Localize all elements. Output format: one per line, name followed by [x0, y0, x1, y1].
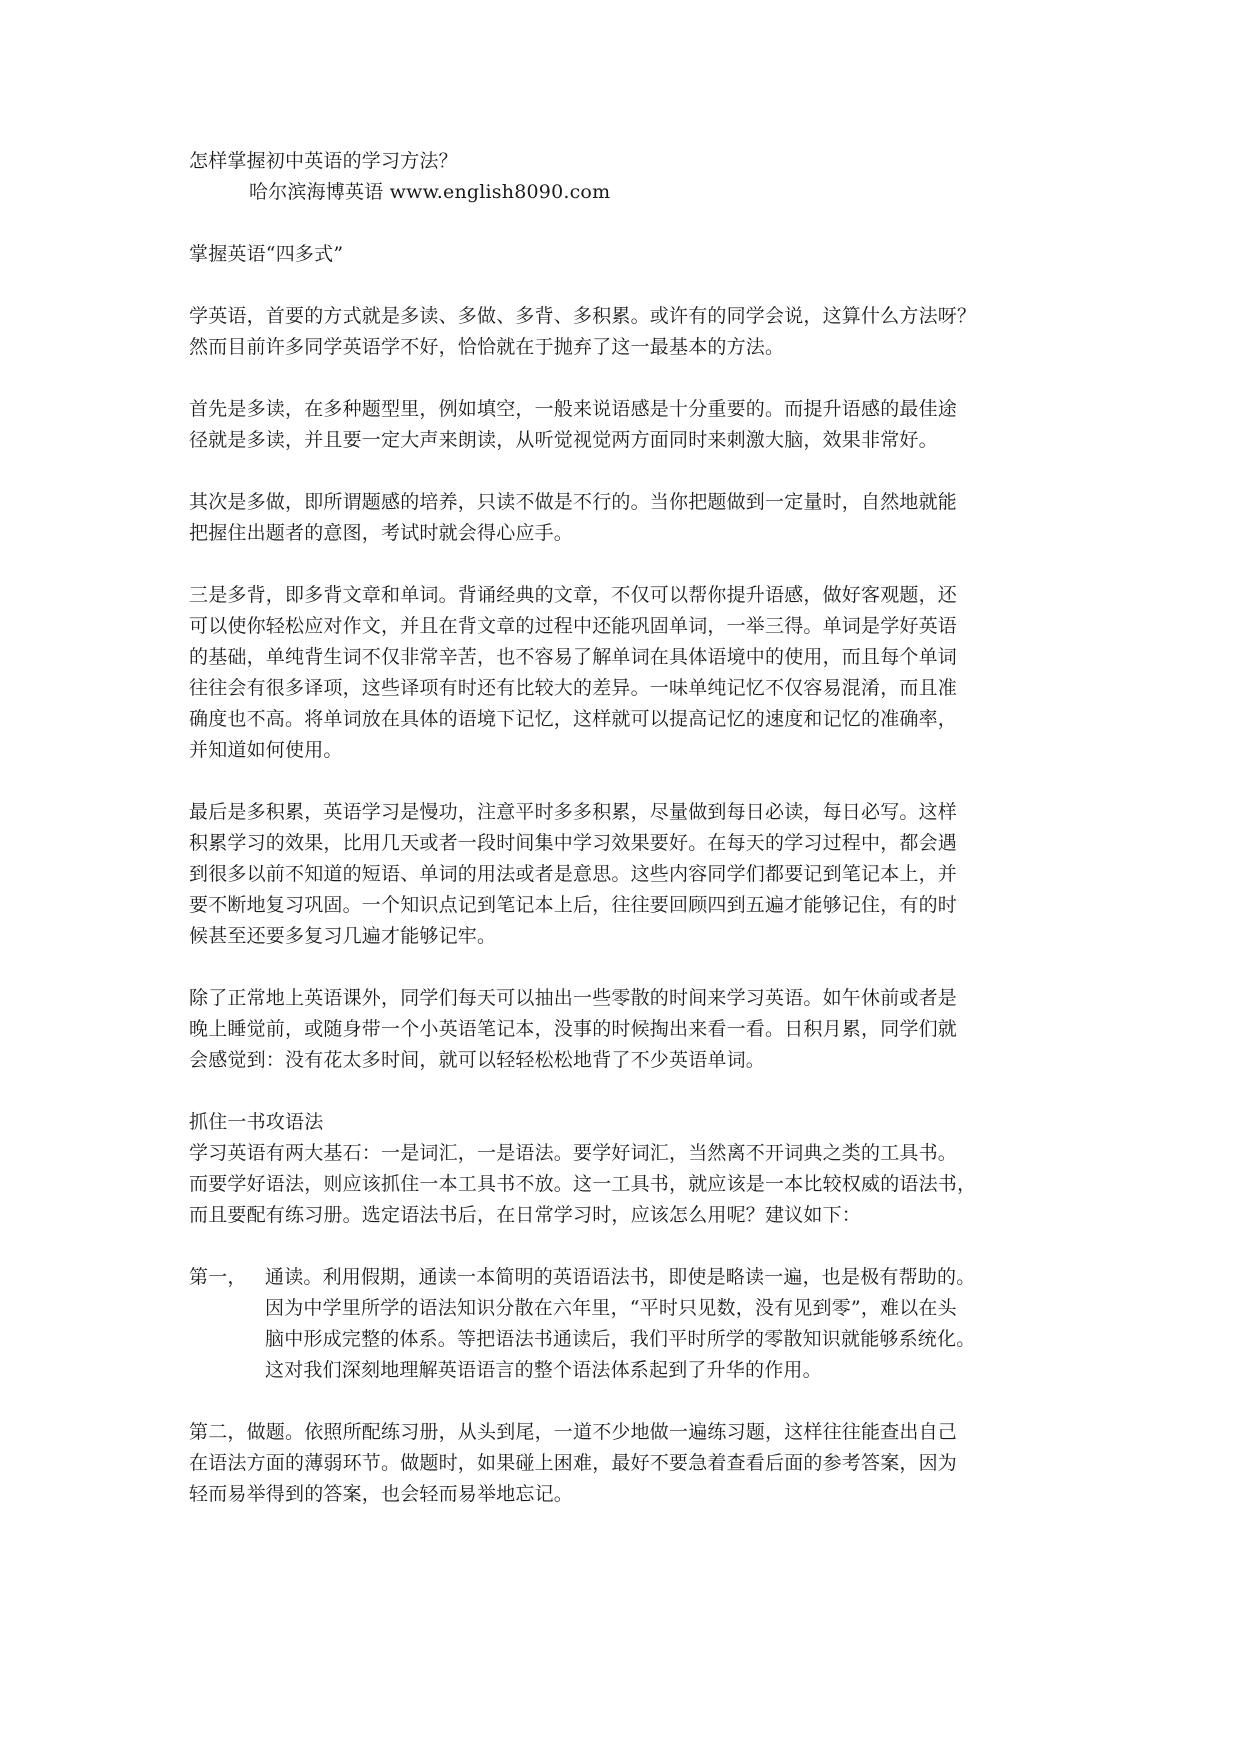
paragraph-line: 确度也不高。将单词放在具体的语境下记忆，这样就可以提高记忆的速度和记忆的准确率， — [189, 708, 958, 730]
list-item-line: 这对我们深刻地理解英语语言的整个语法体系起到了升华的作用。 — [265, 1359, 822, 1381]
paragraph-line: 学习英语有两大基石：一是词汇，一是语法。要学好词汇，当然离不开词典之类的工具书。 — [189, 1142, 958, 1164]
list-item-line: 因为中学里所学的语法知识分散在六年里，“平时只见数，没有见到零”，难以在头 — [265, 1297, 957, 1319]
paragraph-line: 积累学习的效果，比用几天或者一段时间集中学习效果要好。在每天的学习过程中，都会遇 — [189, 832, 958, 854]
section-heading-four-mores: 掌握英语“四多式” — [189, 243, 344, 265]
paragraph-line: 其次是多做，即所谓题感的培养，只读不做是不行的。当你把题做到一定量时，自然地就能 — [189, 491, 958, 513]
paragraph-line: 学英语，首要的方式就是多读、多做、多背、多积累。或许有的同学会说，这算什么方法呀？ — [189, 305, 977, 327]
list-item-line: 通读。利用假期，通读一本简明的英语语法书，即使是略读一遍，也是极有帮助的。 — [265, 1266, 976, 1288]
paragraph-line: 径就是多读，并且要一定大声来朗读，从听觉视觉两方面同时来刺激大脑，效果非常好。 — [189, 429, 938, 451]
paragraph-line: 第二，做题。依照所配练习册，从头到尾，一道不少地做一遍练习题，这样往往能查出自己 — [189, 1421, 958, 1443]
paragraph-line: 首先是多读，在多种题型里，例如填空，一般来说语感是十分重要的。而提升语感的最佳途 — [189, 398, 958, 420]
paragraph-line: 并知道如何使用。 — [189, 739, 343, 761]
paragraph-line: 晚上睡觉前，或随身带一个小英语笔记本，没事的时候掏出来看一看。日积月累，同学们就 — [189, 1018, 958, 1040]
document-title: 怎样掌握初中英语的学习方法？ — [189, 150, 458, 172]
paragraph-line: 会感觉到：没有花太多时间，就可以轻轻松松地背了不少英语单词。 — [189, 1049, 766, 1071]
paragraph-line: 而要学好语法，则应该抓住一本工具书不放。这一工具书，就应该是一本比较权威的语法书， — [189, 1173, 977, 1195]
paragraph-line: 然而目前许多同学英语学不好，恰恰就在于抛弃了这一最基本的方法。 — [189, 336, 785, 358]
paragraph-line: 的基础，单纯背生词不仅非常辛苦，也不容易了解单词在具体语境中的使用，而且每个单词 — [189, 646, 958, 668]
section-heading-grammar: 抓住一书攻语法 — [189, 1111, 324, 1133]
paragraph-line: 到很多以前不知道的短语、单词的用法或者是意思。这些内容同学们都要记到笔记本上，并 — [189, 863, 958, 885]
paragraph-line: 可以使你轻松应对作文，并且在背文章的过程中还能巩固单词，一举三得。单词是学好英语 — [189, 615, 958, 637]
paragraph-line: 往往会有很多译项，这些译项有时还有比较大的差异。一味单纯记忆不仅容易混淆，而且准 — [189, 677, 958, 699]
paragraph-line: 三是多背，即多背文章和单词。背诵经典的文章，不仅可以帮你提升语感，做好客观题，还 — [189, 584, 958, 606]
source-line: 哈尔滨海博英语 www.english8090.com — [249, 181, 611, 203]
paragraph-line: 除了正常地上英语课外，同学们每天可以抽出一些零散的时间来学习英语。如午休前或者是 — [189, 987, 958, 1009]
paragraph-line: 在语法方面的薄弱环节。做题时，如果碰上困难，最好不要急着查看后面的参考答案，因为 — [189, 1452, 958, 1474]
paragraph-line: 最后是多积累，英语学习是慢功，注意平时多多积累，尽量做到每日必读，每日必写。这样 — [189, 801, 958, 823]
paragraph-line: 而且要配有练习册。选定语法书后，在日常学习时，应该怎么用呢？建议如下： — [189, 1204, 862, 1226]
paragraph-line: 候甚至还要多复习几遍才能够记牢。 — [189, 925, 497, 947]
list-item-line: 脑中形成完整的体系。等把语法书通读后，我们平时所学的零散知识就能够系统化。 — [265, 1328, 976, 1350]
list-label-first: 第一， — [189, 1266, 247, 1288]
paragraph-line: 要不断地复习巩固。一个知识点记到笔记本上后，往往要回顾四到五遍才能够记住，有的时 — [189, 894, 958, 916]
paragraph-line: 把握住出题者的意图，考试时就会得心应手。 — [189, 522, 574, 544]
paragraph-line: 轻而易举得到的答案，也会轻而易举地忘记。 — [189, 1483, 574, 1505]
